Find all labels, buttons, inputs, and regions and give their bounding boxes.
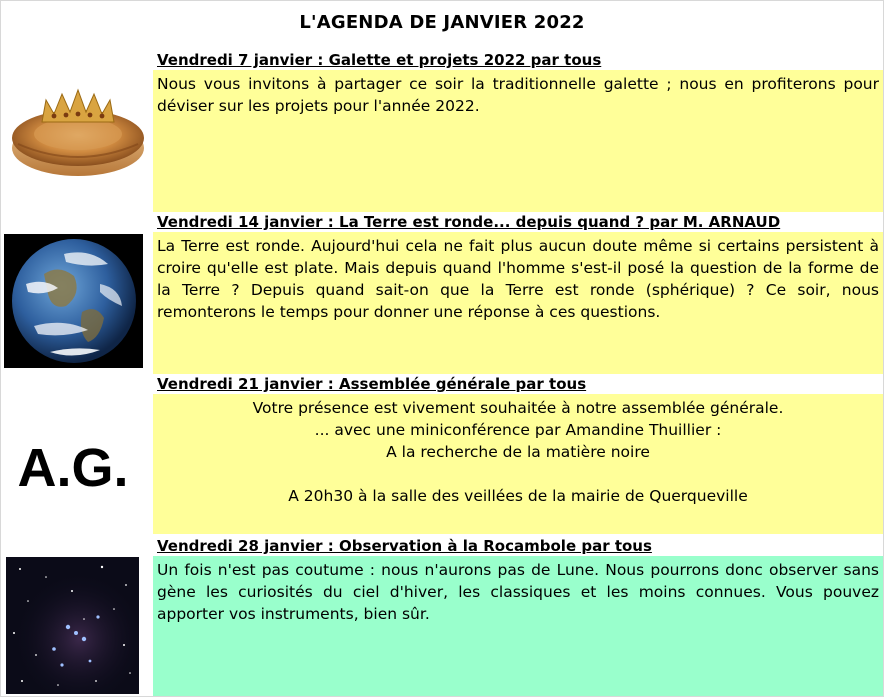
event-line <box>157 463 879 485</box>
earth-image <box>4 234 143 368</box>
event-line: Votre présence est vivement souhaitée à notre assemblée générale. <box>252 399 784 417</box>
starfield-image <box>6 557 139 694</box>
event-heading: Vendredi 7 janvier : Galette et projets 2022 par tous <box>157 51 602 69</box>
event-description: Nous vous invitons à partager ce soir la traditionnelle galette ; nous en profiterons pour déviser sur les projets pour l'année 2022. <box>153 70 883 212</box>
event-description <box>153 394 883 534</box>
page-title: L'AGENDA DE JANVIER 2022 <box>299 12 585 33</box>
event-line: A 20h30 à la salle des veillées de la mairie de Querqueville <box>288 487 748 505</box>
event-heading: Vendredi 28 janvier : Observation à la Rocambole par tous <box>157 537 652 555</box>
ag-badge: A.G. <box>17 438 129 498</box>
event-line: A la recherche de la matière noire <box>386 443 650 461</box>
event-heading: Vendredi 21 janvier : Assemblée générale par tous <box>157 375 587 393</box>
galette-image <box>8 82 148 182</box>
event-description: La Terre est ronde. Aujourd'hui cela ne fait plus aucun doute même si certains persistent à croire qu'elle est plate. Mais depuis quand l'homme s'est-il posé la question de la forme de la Terre ? Depuis quand sait-on que la Terre est ronde (sphérique) ? Ce soir, nous remonterons le temps pour donner une réponse à ces questions. <box>153 232 883 374</box>
event-description: Un fois n'est pas coutume : nous n'aurons pas de Lune. Nous pourrons donc observer sans gène les curiosités du ciel d'hiver, les classiques et les moins connues. Vous pouvez apporter vos instruments, bien sûr. <box>153 556 883 696</box>
event-heading: Vendredi 14 janvier : La Terre est ronde... depuis quand ? par M. ARNAUD <box>157 213 781 231</box>
event-line: ... avec une miniconférence par Amandine Thuillier : <box>314 421 722 439</box>
